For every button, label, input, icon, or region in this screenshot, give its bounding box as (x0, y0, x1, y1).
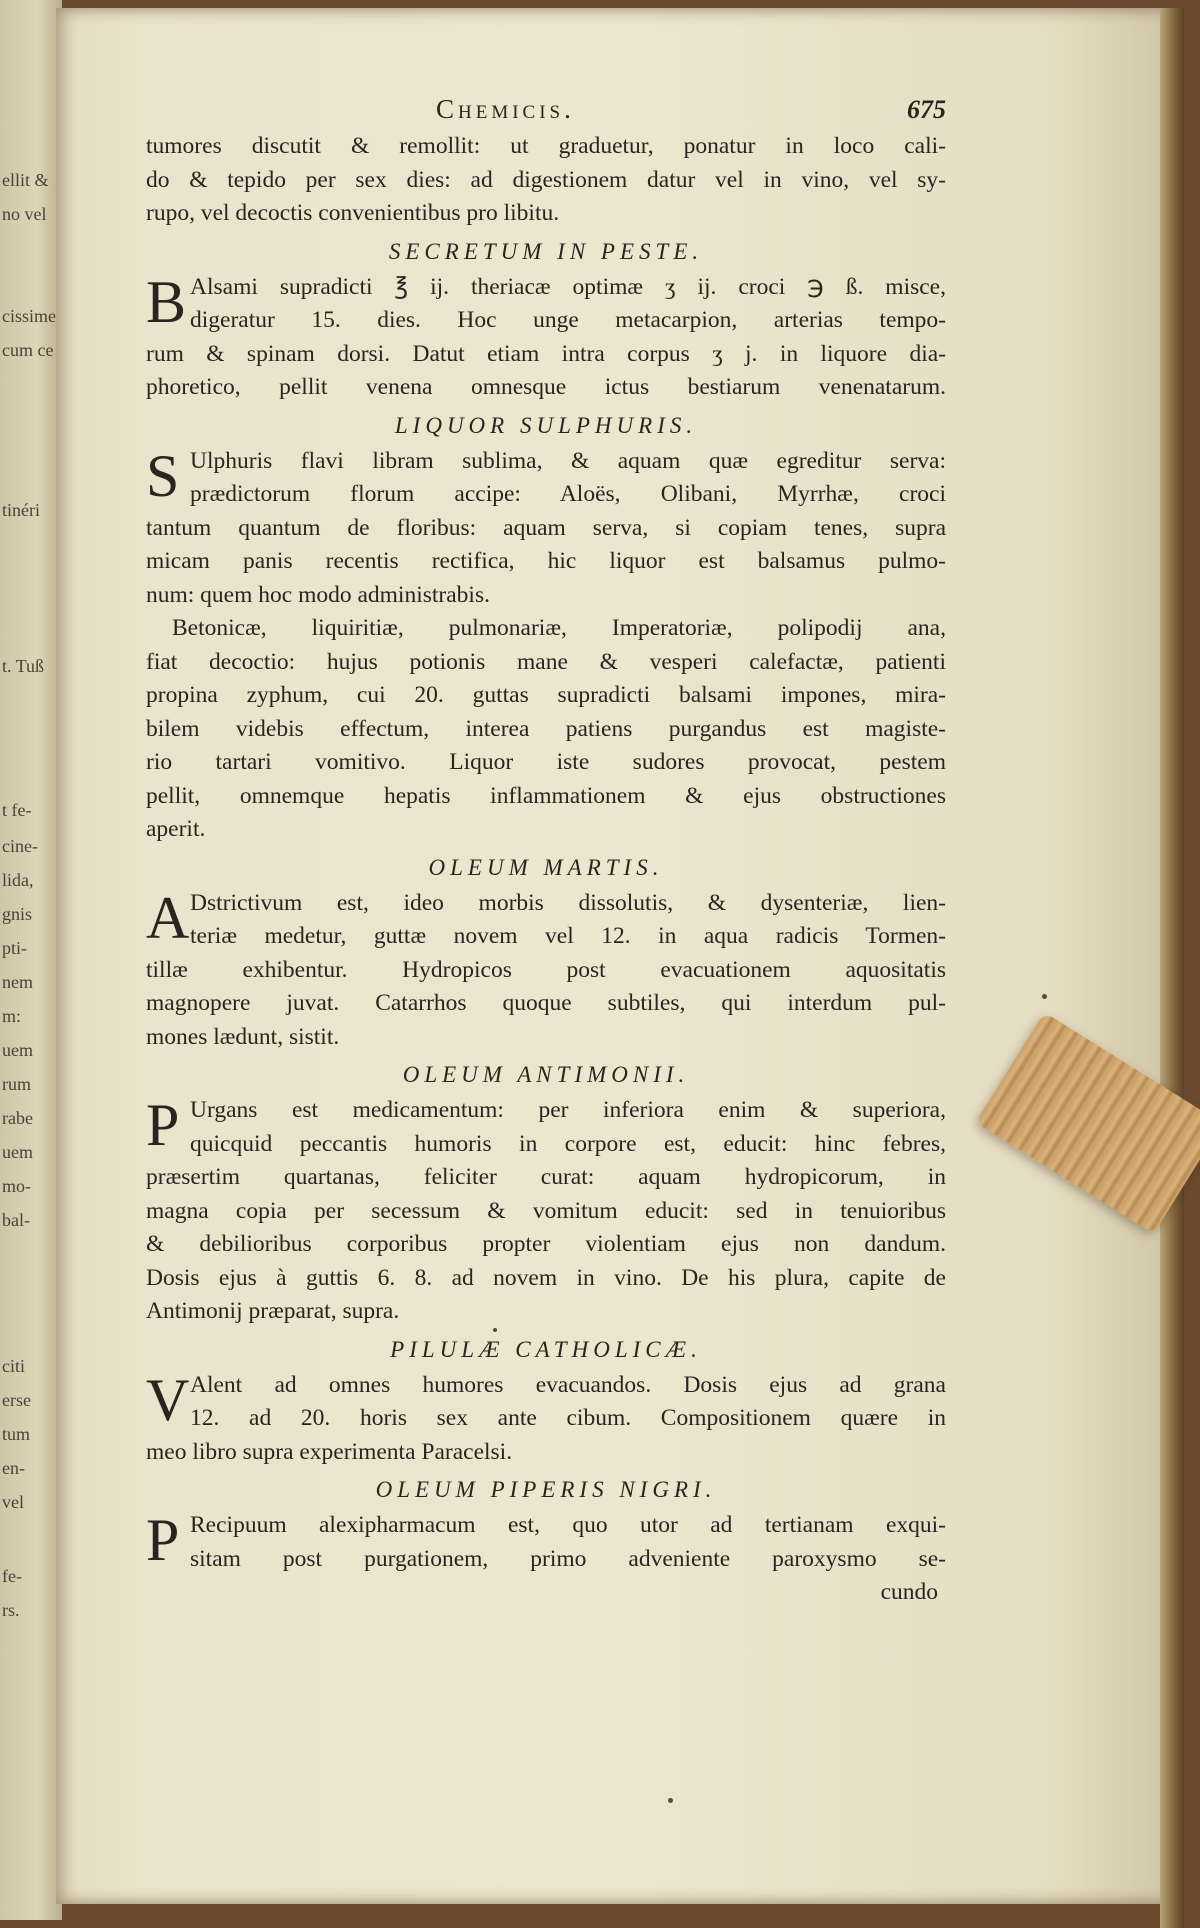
text-line: & debilioribus corporibus propter violentiam ejus non dandum. (146, 1231, 946, 1257)
section-paragraph (146, 1366, 946, 1470)
text-line: rupo, vel decoctis convenientibus pro libitu. (146, 200, 560, 226)
facing-page-fragment: vel (2, 1492, 24, 1512)
text-line: fiat decoctio: hujus potionis mane & vesperi calefactæ, patienti (146, 648, 946, 675)
text-line: prædictorum florum accipe: Aloës, Olibani, Myrrhæ, croci (190, 481, 946, 507)
section-heading: LIQUOR SULPHURIS. (394, 412, 698, 438)
text-line: Alent ad omnes humores evacuandos. Dosis ejus ad grana (190, 1371, 946, 1398)
section-paragraph (146, 268, 946, 405)
running-head (146, 94, 946, 130)
facing-page-fragment: m: (2, 1006, 22, 1026)
facing-page-fragment: lida, (2, 870, 34, 890)
drop-cap: S (146, 442, 180, 509)
text-line: digeratur 15. dies. Hoc unge metacarpion, arterias tempo- (190, 307, 946, 333)
intro-paragraph (146, 130, 946, 231)
section-heading: OLEUM MARTIS. (428, 854, 664, 880)
running-title: Chemicis. (436, 94, 575, 124)
facing-page-fragment: fe- (2, 1566, 22, 1586)
section-paragraph (146, 1094, 946, 1329)
text-line: num: quem hoc modo administrabis. (146, 581, 490, 608)
section-heading: SECRETUM IN PESTE. (388, 238, 704, 264)
foxing-spot (1042, 994, 1047, 999)
drop-cap: P (146, 1507, 180, 1573)
catchword: cundo (880, 1579, 938, 1605)
text-line: magna copia per secessum & vomitum educit: sed in tenuioribus (146, 1197, 946, 1224)
facing-page-fragment: pti- (2, 938, 27, 958)
section-paragraph (146, 442, 946, 613)
drop-cap: A (146, 884, 190, 951)
text-line: do & tepido per sex dies: ad digestionem datur vel in vino, vel sy- (146, 166, 946, 193)
facing-page-fragment: no vel (2, 204, 47, 224)
book-page (56, 8, 1184, 1904)
text-line: quicquid peccantis humoris in corpore est, educit: hinc febres, (190, 1130, 946, 1157)
text-line: Dosis ejus à guttis 6. 8. ad novem in vino. De his plura, capite de (146, 1264, 946, 1291)
text-line: Dstrictivum est, ideo morbis dissolutis, & dysenteriæ, lien- (190, 889, 946, 916)
text-line: phoretico, pellit venena omnesque ictus bestiarum venenatarum. (146, 374, 946, 400)
facing-page-fragment: en- (2, 1458, 25, 1478)
section-paragraph (146, 1509, 946, 1576)
text-line: Betonicæ, liquiritiæ, pulmonariæ, Imperatoriæ, polipodij ana, (172, 615, 946, 641)
facing-page-fragment: cum ce (2, 340, 54, 360)
facing-page-fragment: cissime (2, 306, 56, 326)
text-line: sitam post purgationem, primo adveniente paroxysmo se- (190, 1545, 946, 1572)
facing-page-fragment: uem (2, 1142, 33, 1162)
text-line: tillæ exhibentur. Hydropicos post evacuationem aquositatis (146, 956, 946, 983)
facing-page-fragment: mo- (2, 1176, 31, 1196)
section-heading: OLEUM ANTIMONII. (402, 1062, 690, 1087)
text-line: 12. ad 20. horis sex ante cibum. Compositionem quære in (190, 1405, 946, 1431)
text-line: micam panis recentis rectifica, hic liquor est balsamus pulmo- (146, 548, 946, 574)
facing-page-fragment: gnis (2, 904, 33, 924)
section-heading: PILULÆ CATHOLICÆ. (390, 1336, 702, 1362)
text-line: Urgans est medicamentum: per inferiora enim & superiora, (190, 1097, 946, 1123)
facing-page-fragment: ellit & (2, 170, 49, 190)
facing-page-fragment: rum (2, 1074, 31, 1094)
page-number: 675 (907, 95, 946, 124)
text-line: pellit, omnemque hepatis inflammationem & ejus obstructiones (146, 782, 946, 809)
section-heading: OLEUM PIPERIS NIGRI. (375, 1477, 717, 1502)
facing-page-fragment: uem (2, 1040, 33, 1060)
text-line: Antimonij præparat, supra. (146, 1298, 400, 1324)
text-line: magnopere juvat. Catarrhos quoque subtiles, qui interdum pul- (146, 990, 946, 1016)
foxing-spot (668, 1798, 673, 1803)
facing-page-fragment: tinéri (2, 500, 40, 520)
facing-page-fragment: t. Tuß (2, 656, 45, 676)
text-line: Alsami supradicti ℥ ij. theriacæ optimæ ʒ ij. croci ℈ ß. misce, (190, 273, 946, 300)
drop-cap: V (146, 1366, 190, 1433)
text-line: bilem videbis effectum, interea patiens purgandus est magiste- (146, 715, 946, 742)
text-line: propina zyphum, cui 20. guttas supradicti balsami impones, mira- (146, 682, 946, 708)
text-line: rum & spinam dorsi. Datut etiam intra corpus ʒ j. in liquore dia- (146, 340, 946, 367)
facing-page-fragment: citi (2, 1356, 25, 1376)
drop-cap: B (146, 268, 187, 335)
facing-page-margin (0, 0, 62, 1920)
drop-cap: P (146, 1092, 180, 1158)
page-fore-edge (1160, 8, 1184, 1928)
text-line: rio tartari vomitivo. Liquor iste sudores provocat, pestem (146, 749, 946, 775)
text-line: præsertim quartanas, feliciter curat: aquam hydropicorum, in (146, 1164, 946, 1190)
text-line: tumores discutit & remollit: ut graduetur, ponatur in loco cali- (146, 133, 946, 159)
facing-page-fragment: erse (2, 1390, 31, 1410)
facing-page-fragment: nem (2, 972, 33, 992)
facing-page-fragment: rabe (2, 1108, 33, 1128)
facing-page-fragment: bal- (2, 1210, 30, 1230)
text-line: tantum quantum de floribus: aquam serva, si copiam tenes, supra (146, 514, 946, 541)
text-line: meo libro supra experimenta Paracelsi. (146, 1438, 513, 1465)
text-line: teriæ medetur, guttæ novem vel 12. in aqua radicis Tormen- (190, 923, 946, 949)
facing-page-fragment: tum (2, 1424, 31, 1444)
facing-page-fragment: rs. (2, 1600, 20, 1620)
facing-page-fragment: cine- (2, 836, 38, 856)
text-block (146, 94, 946, 1610)
text-line: aperit. (146, 816, 206, 842)
text-line: Recipuum alexipharmacum est, quo utor ad tertianam exqui- (190, 1512, 946, 1538)
section-paragraph (146, 612, 946, 847)
facing-page-fragment: t fe- (2, 800, 32, 820)
text-line: Ulphuris flavi libram sublima, & aquam quæ egreditur serva: (190, 447, 946, 474)
section-paragraph (146, 884, 946, 1055)
text-line: mones lædunt, sistit. (146, 1023, 340, 1050)
